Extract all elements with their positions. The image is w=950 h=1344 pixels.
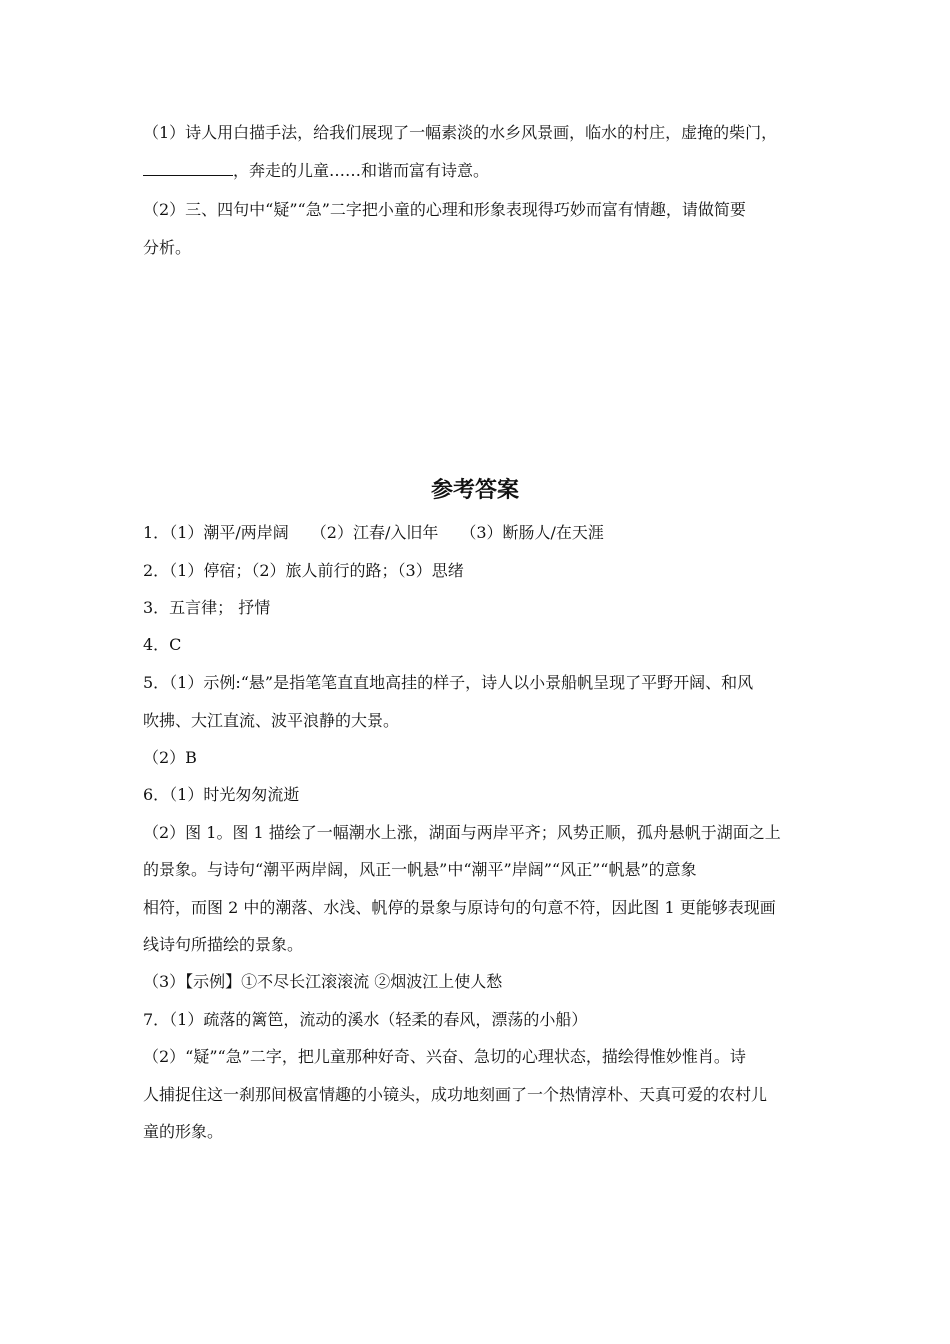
answer-6-part-2-line-2: 的景象。与诗句“潮平两岸阔，风正一帆悬”中“潮平”岸阔”“风正”“帆悬”的意象 — [143, 860, 697, 879]
answer-5-line-1: 5．（1）示例:“悬”是指笔笔直直地高挂的样子，诗人以小景船帆呈现了平野开阔、和风 — [143, 673, 754, 692]
answer-5-part-2: （2）B — [143, 748, 197, 767]
answer-6-part-3: （3）【示例】①不尽长江滚滚流 ②烟波江上使人愁 — [143, 972, 503, 991]
answer-2: 2．（1）停宿；（2）旅人前行的路；（3）思绪 — [143, 561, 464, 580]
answer-5-line-2: 吹拂、大江直流、波平浪静的大景。 — [143, 711, 400, 730]
answer-1-number: 1． — [143, 523, 170, 542]
fill-in-blank[interactable] — [143, 160, 233, 176]
question-1-line-1: （1）诗人用白描手法，给我们展现了一幅素淡的水乡风景画，临水的村庄，虚掩的柴门， — [143, 123, 778, 142]
answer-1 — [143, 522, 813, 544]
answer-1-part-2: （2）江春/入旧年 — [310, 523, 439, 542]
answer-6-part-2-line-1: （2）图 1。图 1 描绘了一幅潮水上涨，湖面与两岸平齐；风势正顺，孤舟悬帆于湖面之上 — [143, 823, 781, 842]
answer-7-part-2-line-1: （2）“疑”“急”二字，把儿童那种好奇、兴奋、急切的心理状态，描绘得惟妙惟肖。诗 — [143, 1047, 746, 1066]
question-1-line-2-text: ，奔走的儿童……和谐而富有诗意。 — [233, 161, 490, 180]
answers-title: 参考答案 — [430, 478, 519, 503]
answer-7-part-2-line-3: 童的形象。 — [143, 1122, 224, 1141]
answer-1-part-1: （1）潮平/两岸阔 — [169, 523, 289, 542]
answer-6-part-1: 6．（1）时光匆匆流逝 — [143, 785, 300, 804]
answer-3: 3．五言律； 抒情 — [143, 598, 271, 617]
answer-7-part-2-line-2: 人捕捉住这一刹那间极富情趣的小镜头，成功地刻画了一个热情淳朴、天真可爱的农村儿 — [143, 1085, 768, 1104]
question-2-line-1: （2）三、四句中“疑”“急”二字把小童的心理和形象表现得巧妙而富有情趣，请做简要 — [143, 200, 746, 219]
answer-6-part-2-line-3: 相符，而图 2 中的潮落、水浅、帆停的景象与原诗句的句意不符，因此图 1 更能够表现画 — [143, 898, 776, 917]
answer-6-part-2-line-4: 线诗句所描绘的景象。 — [143, 935, 304, 954]
question-1-line-2 — [143, 160, 813, 182]
question-2-line-2: 分析。 — [143, 238, 192, 257]
answer-1-part-3: （3）断肠人/在天涯 — [460, 523, 604, 542]
answer-4: 4．C — [143, 635, 182, 654]
answer-7-part-1: 7．（1）疏落的篱笆，流动的溪水（轻柔的春风，漂荡的小船） — [143, 1010, 588, 1029]
